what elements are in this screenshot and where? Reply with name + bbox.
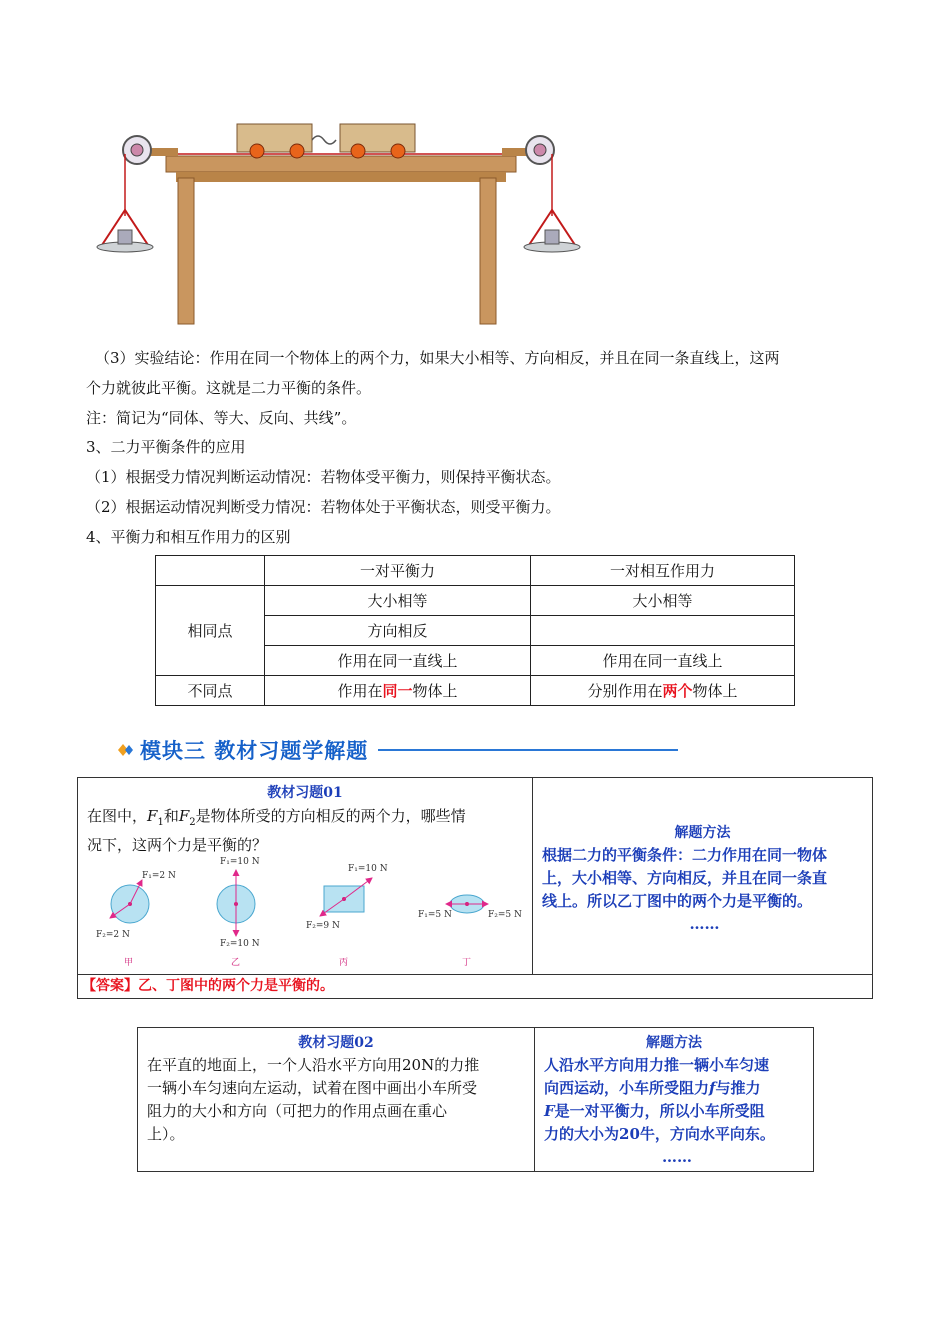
table-header: 一对平衡力 <box>265 556 531 586</box>
diagram-yi <box>217 857 260 968</box>
ding-label: 丁 <box>462 958 472 968</box>
bing-f2-label: F₂=9 N <box>306 921 340 931</box>
bing-f1-label: F₁=10 N <box>348 864 388 874</box>
exercise-02-method-text: 人沿水平方向用力推一辆小车匀速 向西运动，小车所受阻力f与推力 F是一对平衡力，所以小车所受阻 力的大小为20牛，方向水平向东。 …… <box>544 1056 775 1166</box>
table-row-label: 不同点 <box>156 676 265 706</box>
exercise-02-method-title: 解题方法 <box>646 1035 702 1051</box>
note-line: 注：简记为“同体、等大、反向、共线”。 <box>86 409 357 427</box>
table-cell: 大小相等 <box>531 586 795 616</box>
exercise-01-answer: 【答案】乙、丁图中的两个力是平衡的。 <box>82 978 334 994</box>
ding-f1-label: F₁=5 N <box>418 910 452 920</box>
section-3-item-2: （2）根据运动情况判断受力情况：若物体处于平衡状态，则受平衡力。 <box>86 498 561 516</box>
table-row <box>156 586 795 616</box>
exercise-01-method-text: 根据二力的平衡条件：二力作用在同一物体 上，大小相等、方向相反，并且在同一条直 线上。所以乙丁图中的两个力是平衡的。 …… <box>542 846 828 933</box>
table-cell: 作用在同一物体上 <box>265 676 531 706</box>
diagram-bing <box>306 864 388 968</box>
header-rule <box>378 749 678 751</box>
table-cell: 作用在同一直线上 <box>265 646 531 676</box>
yi-f2-label: F₂=10 N <box>220 939 260 949</box>
table-cell: 方向相反 <box>265 616 531 646</box>
ding-f2-label: F₂=5 N <box>488 910 522 920</box>
conclusion-line-2: 个力就彼此平衡。这就是二力平衡的条件。 <box>86 379 372 397</box>
exercise-02-box <box>137 1027 814 1172</box>
table-cell: 分别作用在两个物体上 <box>531 676 795 706</box>
exercise-01-method-title: 解题方法 <box>674 825 731 841</box>
table-cell <box>156 556 265 586</box>
jia-f2-label: F₂=2 N <box>96 930 130 940</box>
diagram-ding <box>418 895 522 968</box>
exercise-01-question: 在图中，$F_1$和$F_2$是物体所受的方向相反的两个力，哪些情 况下，这两个力是平衡的？ <box>87 807 466 854</box>
module-title: 模块三 教材习题学解题 <box>140 739 369 763</box>
experiment-illustration <box>92 118 582 326</box>
conclusion-line-1: （3）实验结论：作用在同一个物体上的两个力，如果大小相等、方向相反，并且在同一条直线上，这两 <box>95 349 780 367</box>
section-3-heading: 3、二力平衡条件的应用 <box>86 438 246 456</box>
cart-left <box>237 124 312 158</box>
table-top <box>166 156 516 172</box>
exercise-01-title: 教材习题01 <box>267 785 343 801</box>
weight-pan-right <box>524 210 580 252</box>
table-row <box>156 556 795 586</box>
weight-pan-left <box>97 210 153 252</box>
exercise-02-title: 教材习题02 <box>298 1035 374 1051</box>
bing-label: 丙 <box>339 958 349 968</box>
table-leg-right <box>480 178 496 324</box>
diamond-icon <box>112 740 136 760</box>
jia-label: 甲 <box>124 958 134 968</box>
yi-label: 乙 <box>231 958 241 968</box>
section-3-item-1: （1）根据受力情况判断运动情况：若物体受平衡力，则保持平衡状态。 <box>86 468 561 486</box>
jia-f1-label: F₁=2 N <box>142 871 176 881</box>
yi-f1-label: F₁=10 N <box>220 857 260 867</box>
module-header <box>112 735 678 765</box>
comparison-table <box>155 555 795 706</box>
table-header: 一对相互作用力 <box>531 556 795 586</box>
cart-right <box>340 124 415 158</box>
table-cell: 大小相等 <box>265 586 531 616</box>
table-row <box>156 676 795 706</box>
section-4-heading: 4、平衡力和相互作用力的区别 <box>86 528 291 546</box>
exercise-01-box <box>77 777 873 999</box>
exercise-02-question: 在平直的地面上，一个人沿水平方向用20N的力推 一辆小车匀速向左运动，试着在图中画出小车所受 阻力的大小和方向（可把力的作用点画在重心 上）。 <box>147 1056 480 1143</box>
diagram-jia <box>96 871 176 968</box>
table-row-label: 相同点 <box>156 586 265 676</box>
table-cell <box>531 616 795 646</box>
table-leg-left <box>178 178 194 324</box>
table-cell: 作用在同一直线上 <box>531 646 795 676</box>
force-diagrams <box>96 856 526 974</box>
